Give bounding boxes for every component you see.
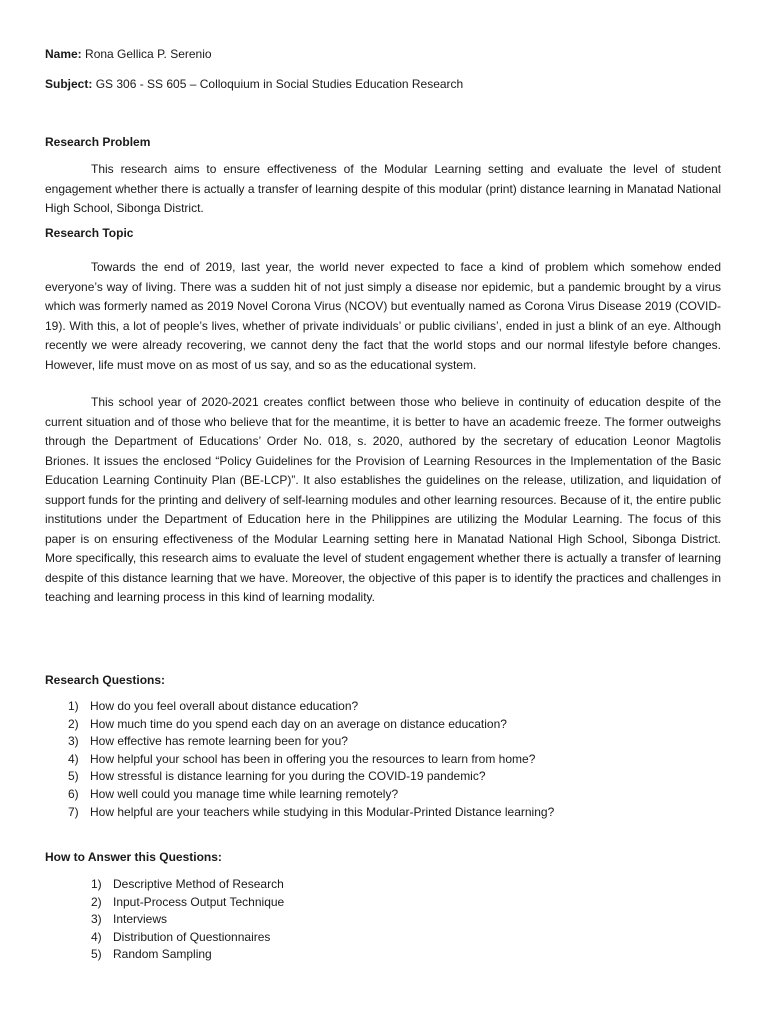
list-item-number: 4): [91, 929, 102, 944]
subject-label: Subject:: [45, 77, 93, 91]
list-item-number: 4): [68, 751, 79, 766]
list-item: [91, 911, 284, 929]
how-to-answer-list: [91, 876, 284, 964]
list-item-number: 7): [68, 804, 79, 819]
list-item-number: 5): [68, 769, 79, 784]
research-topic-paragraph-1: [45, 258, 721, 375]
research-topic-text-2: This school year of 2020-2021 creates conflict between those who believe in continuity of education despite of the current situation and of those who believe that for the meantime, it is better to have an academic freeze. The former outweighs through the Department of Educations’ Order No. 018, s. 2020, authored by the secretary of education Leonor Magtolis Briones. It issues the enclosed “Policy Guidelines for the Provision of Learning Resources in the Implementation of the Basic Education Learning Continuity Plan (BE-LCP)”. It also establishes the guidelines on the release, utilization, and liquidation of support funds for the printing and delivery of self-learning modules and other learning resources. Because of it, the entire public institutions under the Department of Education here in the Philippines are utilizing the Modular Learning. The focus of this paper is on ensuring effectiveness of the Modular Learning setting here in Manatad National High School, Sibonga District. More specifically, this research aims to evaluate the level of student engagement whether there is actually a transfer of learning despite of this distance learning that we have. Moreover, the objective of this paper is to identify the practices and challenges in teaching and learning process in this kind of learning modality.: [45, 395, 721, 604]
name-label: Name:: [45, 47, 82, 61]
research-questions-list: [68, 698, 554, 821]
list-item-text: How do you feel overall about distance education?: [90, 699, 359, 713]
list-item-number: 5): [91, 947, 102, 962]
list-item: [68, 716, 554, 734]
list-item: [68, 698, 554, 716]
list-item-text: How stressful is distance learning for you during the COVID-19 pandemic?: [90, 769, 486, 784]
how-to-answer-heading: How to Answer this Questions:: [45, 850, 222, 864]
list-item-text: How well could you manage time while learning remotely?: [90, 786, 399, 801]
list-item-text: How effective has remote learning been for you?: [90, 734, 348, 749]
research-problem-heading: Research Problem: [45, 135, 151, 149]
list-item: [68, 804, 554, 822]
list-item: [68, 733, 554, 751]
research-questions-heading: Research Questions:: [45, 673, 166, 687]
list-item-text: Interviews: [113, 912, 168, 927]
list-item: [68, 768, 554, 786]
list-item-text: How much time do you spend each day on an average on distance education?: [90, 716, 507, 731]
research-topic-heading: Research Topic: [45, 226, 134, 240]
research-topic-text-1: Towards the end of 2019, last year, the world never expected to face a kind of problem which somehow ended everyone’s way of living. There was a sudden hit of not just simply a disease nor epidemic, but a pandemic brought by a virus which was formerly named as 2019 Novel Corona Virus (NCOV) but eventually named as Corona Virus Disease 2019 (COVID-19). With this, a lot of people’s lives, whether of private individuals’ or public civilians’, ended in just a blink of an eye. Although recently we were already recovering, we cannot deny the fact that the world stops and our normal lifestyle before changes. However, life must move on as most of us say, and so as the educational system.: [45, 260, 721, 372]
list-item-text: Descriptive Method of Research: [113, 877, 284, 891]
list-item-number: 6): [68, 786, 79, 801]
list-item-text: Distribution of Questionnaires: [113, 929, 271, 944]
list-item: [68, 751, 554, 769]
name-value: Rona Gellica P. Serenio: [85, 47, 212, 61]
list-item-text: Input-Process Output Technique: [113, 894, 285, 909]
list-item-number: 2): [91, 894, 102, 909]
subject-value: GS 306 - SS 605 – Colloquium in Social Studies Education Research: [95, 77, 464, 91]
research-problem-paragraph: [45, 160, 721, 219]
subject-line: [45, 77, 723, 91]
research-problem-text: This research aims to ensure effectiveness of the Modular Learning setting and evaluate the level of student engagement whether there is actually a transfer of learning despite of this modular (print) distance learning in Manatad National High School, Sibonga District.: [45, 162, 721, 215]
list-item-text: How helpful your school has been in offering you the resources to learn from home?: [90, 751, 536, 766]
list-item-number: 1): [68, 699, 79, 713]
list-item: [68, 786, 554, 804]
list-item-number: 3): [91, 912, 102, 927]
list-item: [91, 894, 284, 912]
list-item: [91, 929, 284, 947]
list-item-text: How helpful are your teachers while studying in this Modular-Printed Distance learning?: [90, 804, 555, 819]
list-item: [91, 946, 284, 964]
research-topic-paragraph-2: [45, 393, 721, 608]
list-item-text: Random Sampling: [113, 947, 212, 962]
list-item-number: 3): [68, 734, 79, 749]
list-item-number: 2): [68, 716, 79, 731]
name-line: [45, 47, 723, 61]
list-item-number: 1): [91, 877, 102, 891]
list-item: [91, 876, 284, 894]
